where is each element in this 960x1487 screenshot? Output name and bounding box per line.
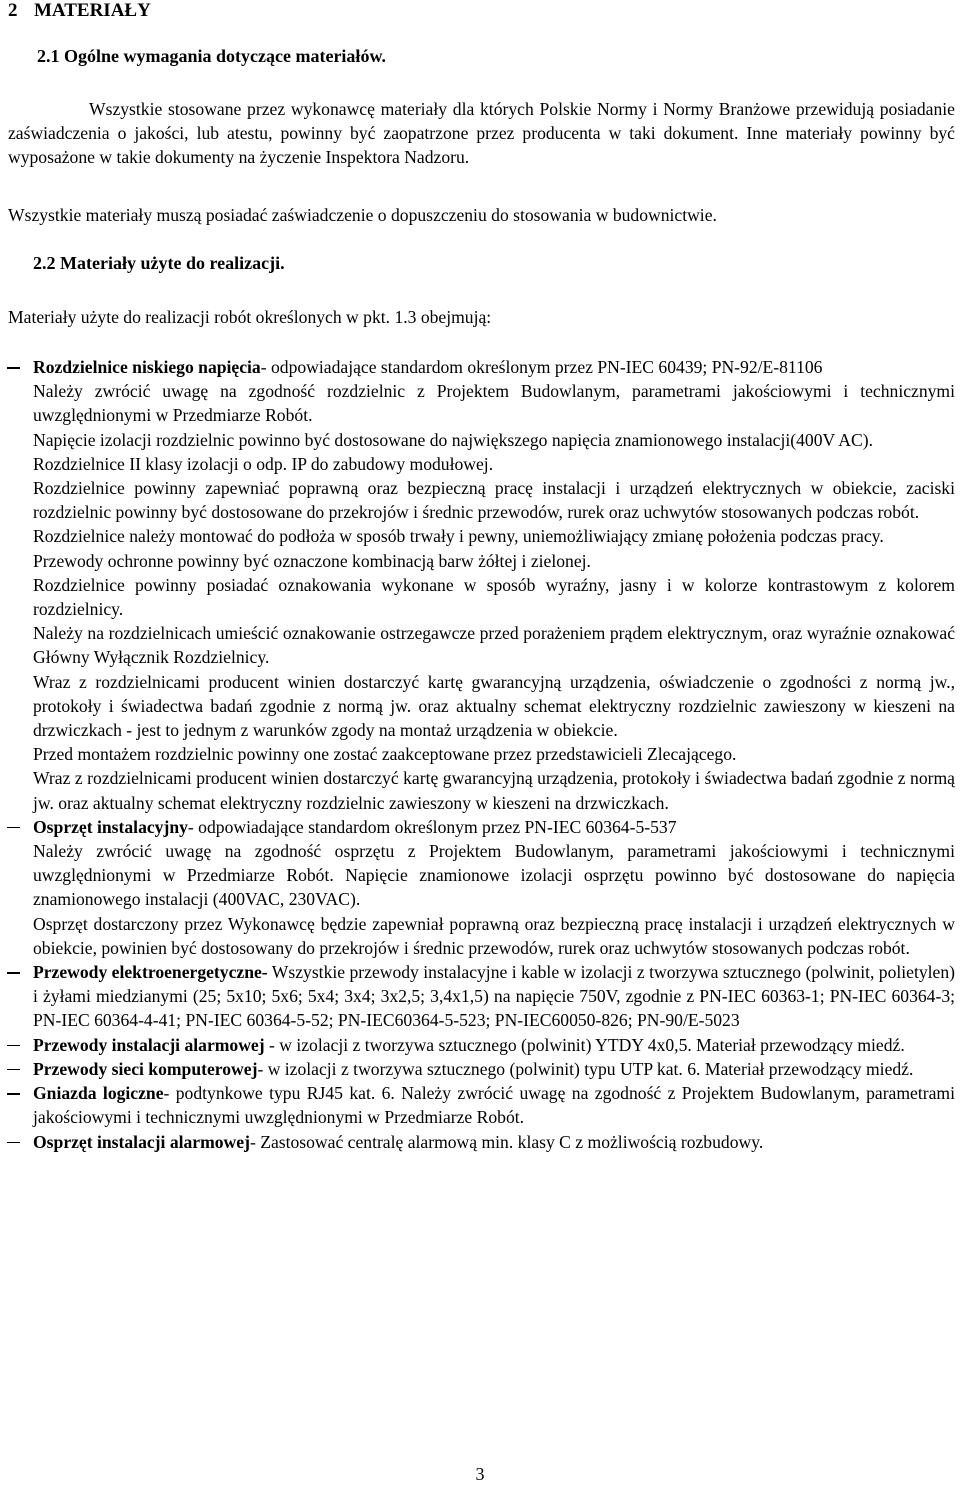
list-item (0, 1033, 955, 1057)
list-item (0, 960, 955, 1033)
list-item (0, 815, 955, 960)
item-paragraph: Wraz z rozdzielnicami producent winien dostarczyć kartę gwarancyjną urządzenia, oświadczenie o zgodności z normą jw., protokoły i świadectwa badań zgodnie z normą jw. oraz aktualny schemat elektryczny rozdzielnic zawieszony w kieszeni na drzwiczkach - jest to jednym z warunków zgody na montaż urządzenia w obiekcie. (33, 671, 955, 741)
item-title: Rozdzielnice niskiego napięcia (33, 357, 261, 377)
section-number: 2 (8, 0, 18, 21)
item-title: Przewody sieci komputerowej (33, 1058, 258, 1079)
item-title: Przewody instalacji alarmowej (33, 1034, 265, 1055)
item-title: Gniazda logiczne (33, 1083, 164, 1104)
page-number: 3 (475, 1464, 485, 1484)
item-text: - podtynkowe typu RJ45 kat. 6. Należy zwrócić uwagę na zgodność z Projektem Budowlanym, parametrami jakościowymi i technicznymi uwzględnionymi w Przedmiarze Robót. (33, 1083, 955, 1128)
item-paragraph: Wraz z rozdzielnicami producent winien dostarczyć kartę gwarancyjną urządzenia, protokoły i świadectwa badań zgodnie z normą jw. oraz aktualny schemat elektryczny rozdzielnic zawieszony w kieszeni na drzwiczkach. (33, 768, 955, 813)
item-text: - odpowiadające standardom określonym przez PN-IEC 60364-5-537 (187, 816, 677, 837)
paragraph-approval: Wszystkie materiały muszą posiadać zaświadczenie o dopuszczeniu do stosowania w budownictwie. (8, 205, 717, 225)
item-paragraph: Rozdzielnice powinny zapewniać poprawną oraz bezpieczną pracę instalacji i urządzeń elektrycznych w obiekcie, zaciski rozdzielnic powinny być dostosowane do przekrojów i średnic przewodów, rurek oraz uchwytów stosowanych podczas robót. (33, 478, 955, 523)
item-text: - w izolacji z tworzywa sztucznego (polwinit) typu UTP kat. 6. Materiał przewodzący miedź. (257, 1058, 914, 1079)
item-paragraph: Rozdzielnice II klasy izolacji o odp. IP do zabudowy modułowej. (33, 453, 494, 474)
item-paragraph: Należy zwrócić uwagę na zgodność osprzętu z Projektem Budowlanym, parametrami jakościowymi i technicznymi uwzględnionymi w Przedmiarze Robót. Napięcie znamionowe izolacji osprzętu powinno być dostosowane do napięcia znamionowego instalacji (400VAC, 230VAC). (33, 841, 955, 910)
list-item (0, 1081, 955, 1129)
item-paragraph: Osprzęt dostarczony przez Wykonawcę będzie zapewniał poprawną oraz bezpieczną pracę instalacji i urządzeń elektrycznych w obiekcie, powinien być dostosowany do przekrojów i średnic przewodów, rurek oraz uchwytów stosowanych podczas robót. (33, 913, 955, 958)
item-text: - Zastosować centralę alarmową min. klasy C z możliwością rozbudowy. (249, 1131, 764, 1152)
section-title: MATERIAŁY (34, 0, 151, 21)
section-heading (8, 0, 151, 23)
item-paragraph: Napięcie izolacji rozdzielnic powinno być dostosowane do największego napięcia znamionowego instalacji(400V AC). (33, 429, 874, 450)
subsection-heading-2-1: 2.1 Ogólne wymagania dotyczące materiałów. (37, 46, 386, 66)
list-item (0, 1057, 955, 1081)
item-text: Wszystkie przewody instalacyjne i kable w izolacji z tworzywa sztucznego (polwinit, polietylen) i żyłami miedzianymi (25; 5x10; 5x6; 5x4; 3x4; 3x2,5; 3,4x1,5) na napięcie 750V, zgodnie z PN-IEC 60363-1; PN-IEC 60364-3; PN-IEC 60364-4-41; PN-IEC 60364-5-52; PN-IEC60364-5-523; PN-IEC60050-826; PN-90/E-5023 (33, 962, 956, 1031)
paragraph-materials-intro: Materiały użyte do realizacji robót określonych w pkt. 1.3 obejmują: (8, 307, 492, 327)
item-paragraph: Należy zwrócić uwagę na zgodność rozdzielnic z Projektem Budowlanym, parametrami jakościowymi i technicznymi uwzględnionymi w Przedmiarze Robót. (33, 381, 955, 426)
item-paragraph: Przed montażem rozdzielnic powinny one zostać zaakceptowane przez przedstawicieli Zlecającego. (33, 744, 737, 765)
item-paragraph: Rozdzielnice powinny posiadać oznakowania wykonane w sposób wyraźny, jasny i w kolorze kontrastowym z kolorem rozdzielnicy. (33, 574, 955, 620)
item-text: - odpowiadające standardom określonym przez PN-IEC 60439; PN-92/E-81106 (260, 357, 823, 377)
item-paragraph: Przewody ochronne powinny być oznaczone kombinacją barw żółtej i zielonej. (33, 550, 591, 571)
list-item (0, 355, 955, 815)
materials-list (0, 355, 960, 1154)
item-paragraph: Należy na rozdzielnicach umieścić oznakowanie ostrzegawcze przed porażeniem prądem elektrycznym, oraz wyraźnie oznakować Główny Wyłącznik Rozdzielnicy. (33, 623, 955, 668)
subsection-heading-2-2: 2.2 Materiały użyte do realizacji. (33, 253, 285, 273)
item-title: Osprzęt instalacyjny (33, 816, 188, 837)
item-paragraph: Rozdzielnice należy montować do podłoża w sposób trwały i pewny, uniemożliwiający zmianę położenia podczas pracy. (33, 526, 884, 547)
paragraph-general-requirements: Wszystkie stosowane przez wykonawcę materiały dla których Polskie Normy i Normy Branżowe przewidują posiadanie zaświadczenia o jakości, lub atestu, powinny być zaopatrzone przez producenta w taki dokument. Inne materiały powinny być wyposażone w takie dokumenty na życzenie Inspektora Nadzoru. (8, 99, 955, 168)
list-item (0, 1130, 955, 1154)
item-title: Przewody elektroenergetyczne- (33, 962, 268, 983)
item-title: Osprzęt instalacji alarmowej (33, 1131, 250, 1152)
item-text: - w izolacji z tworzywa sztucznego (polwinit) YTDY 4x0,5. Materiał przewodzący miedź. (264, 1034, 905, 1055)
